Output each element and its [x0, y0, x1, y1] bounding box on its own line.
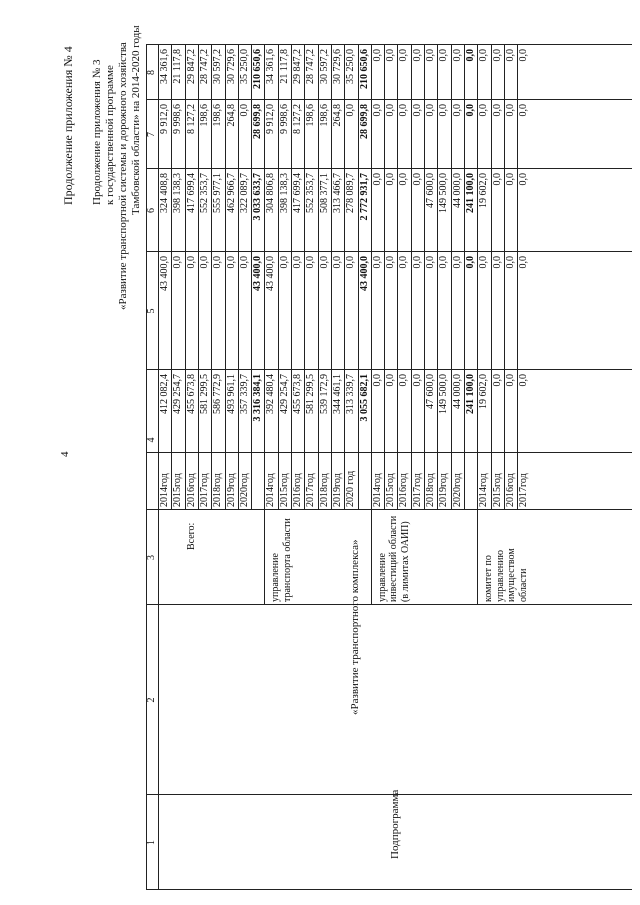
value-cell: 0,0: [411, 49, 423, 62]
value-cell: 0,0: [385, 256, 397, 269]
value-cell: 0,0: [518, 173, 530, 186]
value-cell: 0,0: [385, 104, 397, 117]
value-cell: 398 138,3: [278, 173, 290, 213]
year-cell: 2020 год: [345, 470, 357, 507]
year-cell: 2020год: [238, 473, 250, 507]
value-cell: 0,0: [491, 104, 503, 117]
value-cell: 0,0: [504, 49, 516, 62]
year-cell: 2017год: [411, 473, 423, 507]
year-cell: 2016год: [185, 473, 197, 507]
value-cell: 35 250,0: [345, 49, 357, 84]
value-cell: 304 806,8: [265, 173, 277, 213]
value-cell: 417 699,4: [292, 173, 303, 213]
value-cell: 0,0: [464, 104, 476, 117]
value-cell: 0,0: [451, 104, 463, 117]
value-cell: 21 117,8: [278, 49, 290, 84]
continuation-title: Продолжение приложения № 4: [61, 46, 75, 205]
value-cell: 30 597,2: [212, 49, 224, 84]
value-cell: 0,0: [438, 256, 450, 269]
value-cell: 0,0: [278, 256, 290, 269]
year-cell: [358, 456, 371, 507]
value-cell: 264,8: [331, 104, 343, 127]
value-cell: 0,0: [331, 256, 343, 269]
value-cell: 0,0: [411, 104, 423, 117]
column-number: 7: [146, 132, 157, 137]
value-cell: 198,6: [198, 104, 210, 127]
header-line-3: «Развитие транспортной системы и дорожного хозяйства: [117, 42, 129, 310]
value-cell: 0,0: [491, 49, 503, 62]
table-rule: [146, 509, 632, 510]
value-cell: 455 673,8: [292, 374, 303, 414]
value-cell: 0,0: [438, 104, 450, 117]
value-cell: 313 466,7: [331, 173, 343, 213]
value-cell: 19 602,0: [478, 173, 490, 208]
value-cell: 0,0: [411, 173, 423, 186]
table-rule: [146, 369, 632, 370]
value-cell: 0,0: [504, 173, 516, 186]
group-name: Всего:: [186, 522, 197, 550]
value-cell: 3 055 682,1: [358, 374, 370, 422]
year-cell: 2014год: [478, 473, 490, 507]
year-cell: 2016год: [398, 473, 410, 507]
header-line-2: к государственной программе: [104, 65, 116, 205]
column-number: 2: [146, 697, 157, 703]
value-cell: 0,0: [411, 256, 423, 269]
value-cell: 0,0: [438, 49, 450, 62]
table-rule: [146, 99, 632, 100]
value-cell: 552 353,7: [305, 173, 317, 213]
value-cell: 417 699,4: [185, 173, 197, 213]
value-cell: 0,0: [504, 104, 516, 117]
year-cell: 2017год: [518, 473, 530, 507]
value-cell: 412 082,4: [159, 374, 170, 414]
value-cell: 29 847,2: [185, 49, 197, 84]
value-cell: 0,0: [238, 256, 250, 269]
value-cell: 0,0: [371, 256, 383, 269]
value-cell: 508 377,1: [318, 173, 330, 213]
value-cell: 429 254,7: [172, 374, 184, 414]
page-number: 4: [59, 451, 71, 457]
value-cell: 0,0: [318, 256, 330, 269]
value-cell: 581 299,5: [305, 374, 317, 414]
value-cell: 198,6: [318, 104, 330, 127]
value-cell: 552 353,7: [198, 173, 210, 213]
value-cell: 0,0: [451, 256, 463, 269]
value-cell: 0,0: [478, 104, 490, 117]
value-cell: 0,0: [345, 256, 357, 269]
value-cell: 429 254,7: [278, 374, 290, 414]
value-cell: 0,0: [371, 374, 383, 387]
value-cell: 264,8: [225, 104, 237, 127]
value-cell: 0,0: [385, 49, 397, 62]
value-cell: 0,0: [385, 173, 397, 186]
value-cell: 0,0: [518, 104, 530, 117]
value-cell: 43 400,0: [358, 256, 370, 291]
value-cell: 555 977,1: [212, 173, 224, 213]
value-cell: 0,0: [491, 374, 503, 387]
table-rule: [146, 44, 632, 45]
value-cell: 0,0: [464, 256, 476, 269]
value-cell: 0,0: [345, 104, 357, 117]
value-cell: 19 602,0: [478, 374, 490, 409]
year-cell: 2018год: [318, 473, 330, 507]
year-cell: 2019год: [438, 473, 450, 507]
group-name: управление транспорта области: [270, 518, 293, 602]
value-cell: 9 998,6: [278, 104, 290, 134]
year-cell: 2015год: [278, 473, 290, 507]
value-cell: 0,0: [504, 256, 516, 269]
value-cell: 0,0: [425, 256, 436, 269]
year-cell: [464, 456, 477, 507]
year-cell: [251, 456, 264, 507]
value-cell: 43 400,0: [252, 256, 264, 291]
value-cell: 210 650,6: [252, 49, 264, 89]
group-name: управление инвестиций области (в лимитах ОАИП): [376, 515, 411, 602]
column-number: 8: [146, 70, 157, 75]
year-cell: 2015год: [172, 473, 184, 507]
value-cell: 278 089,7: [345, 173, 357, 213]
value-cell: 398 138,3: [172, 173, 184, 213]
value-cell: 28 747,2: [305, 49, 317, 84]
value-cell: 44 000,0: [451, 173, 463, 208]
value-cell: 30 597,2: [318, 49, 330, 84]
value-cell: 462 966,7: [225, 173, 237, 213]
value-cell: 210 650,6: [358, 49, 370, 89]
table-rule: [146, 452, 632, 453]
value-cell: 3 316 384,1: [252, 374, 264, 422]
value-cell: 0,0: [238, 104, 250, 117]
value-cell: 0,0: [371, 173, 383, 186]
value-cell: 198,6: [212, 104, 224, 127]
value-cell: 0,0: [398, 374, 410, 387]
column-number: 6: [146, 208, 157, 213]
year-cell: 2018год: [212, 473, 224, 507]
value-cell: 322 089,7: [238, 173, 250, 213]
year-cell: 2017год: [198, 473, 210, 507]
value-cell: 241 100,0: [464, 173, 476, 213]
value-cell: 0,0: [212, 256, 224, 269]
header-line-1: Продолжение приложения № 3: [91, 59, 103, 205]
table-rule: [146, 251, 632, 252]
year-cell: 2017год: [305, 473, 317, 507]
value-cell: 149 500,0: [438, 374, 450, 414]
year-cell: 2016год: [504, 473, 516, 507]
year-cell: 2018год: [425, 473, 436, 507]
value-cell: 0,0: [425, 104, 436, 117]
value-cell: 0,0: [398, 256, 410, 269]
value-cell: 0,0: [518, 49, 530, 62]
subprogram-label: Подпрограмма: [389, 789, 401, 859]
value-cell: 0,0: [225, 256, 237, 269]
value-cell: 30 729,6: [225, 49, 237, 84]
value-cell: 0,0: [371, 104, 383, 117]
value-cell: 35 250,0: [238, 49, 250, 84]
value-cell: 8 127,2: [292, 104, 303, 134]
value-cell: 0,0: [305, 256, 317, 269]
column-number: 3: [146, 555, 157, 560]
year-cell: 2015год: [491, 473, 503, 507]
column-number: 4: [146, 437, 157, 443]
value-cell: 3 033 633,7: [252, 173, 264, 221]
value-cell: 0,0: [478, 49, 490, 62]
value-cell: 30 729,6: [331, 49, 343, 84]
value-cell: 43 400,0: [159, 256, 170, 291]
value-cell: 28 699,8: [358, 104, 370, 139]
column-number: 1: [146, 840, 157, 845]
value-cell: 357 339,7: [238, 374, 250, 414]
table-rule: [146, 604, 632, 605]
value-cell: 21 117,8: [172, 49, 184, 84]
value-cell: 493 961,1: [225, 374, 237, 414]
value-cell: 0,0: [464, 49, 476, 62]
value-cell: 34 361,6: [159, 49, 170, 84]
group-name: комитет по управлению имуществом области: [483, 548, 529, 602]
value-cell: 28 747,2: [198, 49, 210, 84]
year-cell: 2014год: [159, 473, 170, 507]
value-cell: 344 461,1: [331, 374, 343, 414]
value-cell: 0,0: [385, 374, 397, 387]
value-cell: 29 847,2: [292, 49, 303, 84]
value-cell: 0,0: [398, 49, 410, 62]
value-cell: 44 000,0: [451, 374, 463, 409]
value-cell: 8 127,2: [185, 104, 197, 134]
value-cell: 0,0: [518, 374, 530, 387]
value-cell: 0,0: [478, 256, 490, 269]
year-cell: 2015год: [385, 473, 397, 507]
column-number: 5: [146, 308, 157, 314]
value-cell: 455 673,8: [185, 374, 197, 414]
value-cell: 586 772,9: [212, 374, 224, 414]
value-cell: 0,0: [411, 374, 423, 387]
value-cell: 0,0: [398, 173, 410, 186]
year-cell: 2019год: [331, 473, 343, 507]
value-cell: 0,0: [504, 374, 516, 387]
value-cell: 241 100,0: [464, 374, 476, 414]
value-cell: 0,0: [398, 104, 410, 117]
value-cell: 198,6: [305, 104, 317, 127]
value-cell: 9 998,6: [172, 104, 184, 134]
year-cell: 2014год: [265, 473, 277, 507]
value-cell: 0,0: [425, 49, 436, 62]
value-cell: 539 172,9: [318, 374, 330, 414]
year-cell: 2016год: [292, 473, 303, 507]
value-cell: 0,0: [491, 256, 503, 269]
header-line-4: Тамбовской области» на 2014-2020 годы: [130, 25, 142, 215]
table-rule: [146, 889, 632, 890]
value-cell: 0,0: [491, 173, 503, 186]
value-cell: 581 299,5: [198, 374, 210, 414]
value-cell: 47 600,0: [425, 173, 436, 208]
value-cell: 324 408,8: [159, 173, 170, 213]
value-cell: 2 772 931,7: [358, 173, 370, 221]
value-cell: 392 480,4: [265, 374, 277, 414]
value-cell: 149 500,0: [438, 173, 450, 213]
value-cell: 0,0: [371, 49, 383, 62]
year-cell: 2014год: [371, 473, 383, 507]
value-cell: 0,0: [451, 49, 463, 62]
value-cell: 0,0: [292, 256, 303, 269]
year-cell: 2019год: [225, 473, 237, 507]
table-rule: [146, 168, 632, 169]
value-cell: 0,0: [172, 256, 184, 269]
value-cell: 0,0: [518, 256, 530, 269]
value-cell: 47 600,0: [425, 374, 436, 409]
value-cell: 9 912,0: [159, 104, 170, 134]
subprogram-name: «Развитие транспортного комплекса»: [349, 539, 361, 715]
value-cell: 43 400,0: [265, 256, 277, 291]
year-cell: 2020год: [451, 473, 463, 507]
value-cell: 28 699,8: [252, 104, 264, 139]
value-cell: 313 339,7: [345, 374, 357, 414]
value-cell: 9 912,0: [265, 104, 277, 134]
value-cell: 0,0: [198, 256, 210, 269]
value-cell: 0,0: [185, 256, 197, 269]
value-cell: 34 361,6: [265, 49, 277, 84]
